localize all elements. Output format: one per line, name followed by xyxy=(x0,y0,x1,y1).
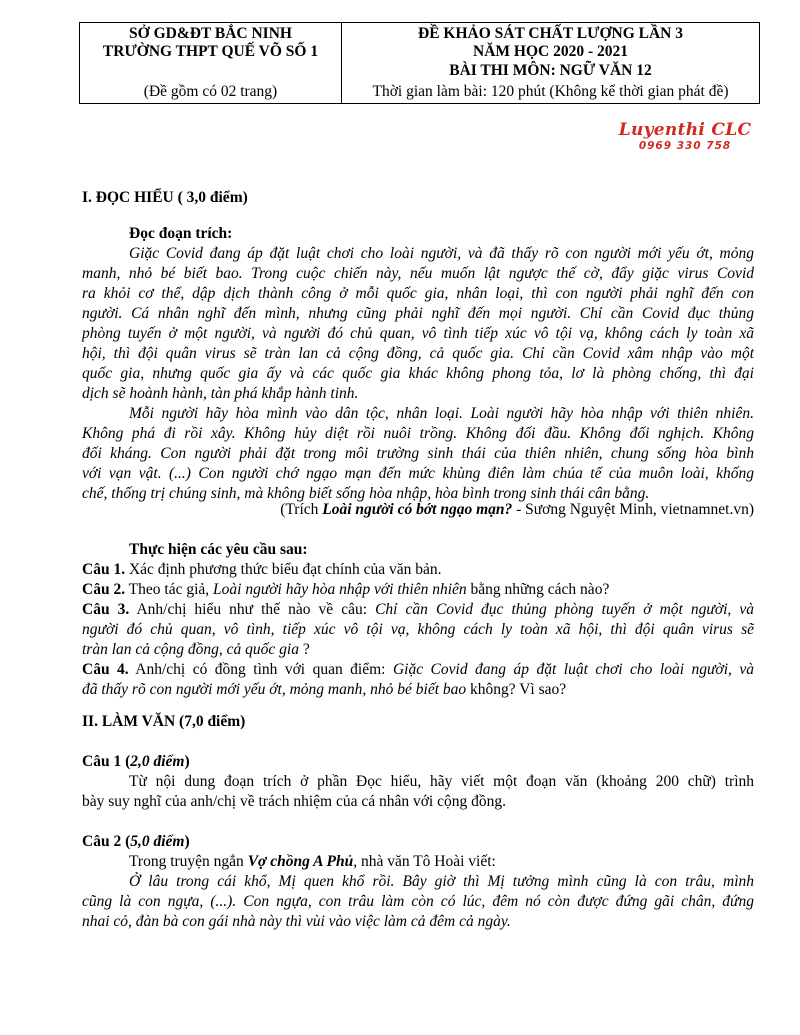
question-4-text: Anh/chị có đồng tình với quan điểm: xyxy=(128,661,393,678)
excerpt-p1-line: manh, nhỏ bé biết bao. Trong cuộc chiến này, nếu muốn lật ngược thế cờ, đẩy giặc virus Covid xyxy=(82,265,754,282)
luyenthi-logo xyxy=(605,120,765,152)
essay-1-line: bày suy nghĩ của anh/chị về trách nhiệm của cá nhân với cộng đồng. xyxy=(82,793,506,810)
tasks-heading: Thực hiện các yêu cầu sau: xyxy=(129,541,308,558)
excerpt-p1-line: phòng tuyến ở một người, và người đó chủ quan, vô tình tiếp xúc vô tội vạ, không cách ly toàn xã xyxy=(82,325,754,342)
school-year: NĂM HỌC 2020 - 2021 xyxy=(473,43,628,60)
question-3-label: Câu 3. xyxy=(82,601,130,618)
excerpt-p2-line: đối kháng. Con người phải đặt trong môi trường sinh thái của thiên nhiên, chung sống hòa bình xyxy=(82,445,754,462)
question-4-line-2 xyxy=(82,680,754,700)
citation-suffix: - Sương Nguyệt Minh, vietnamnet.vn) xyxy=(512,501,754,518)
exam-duration: Thời gian làm bài: 120 phút (Không kể thời gian phát đề) xyxy=(372,83,729,100)
citation-title: Loài người có bớt ngạo mạn? xyxy=(322,501,513,518)
page-count-note: (Đề gồm có 02 trang) xyxy=(143,83,278,100)
essay-question-1-heading xyxy=(82,752,754,772)
excerpt-citation xyxy=(82,500,754,520)
question-2-text-end: bằng những cách nào? xyxy=(466,581,610,598)
question-3-quote-end: tràn lan cả cộng đồng, cả quốc gia xyxy=(82,641,299,658)
question-2-label: Câu 2. xyxy=(82,581,126,598)
question-3-line-2: người đó chủ quan, vô tình, tiếp xúc vô tội vạ, không cách ly toàn xã hội, thì đội quân virus sẽ xyxy=(82,621,754,638)
logo-phone-number: 0969 330 758 xyxy=(638,140,732,152)
exam-header-table xyxy=(79,22,760,104)
school-info-cell xyxy=(80,23,342,103)
story-title: Vợ chồng A Phủ xyxy=(247,853,354,870)
question-4-line-1 xyxy=(82,660,754,680)
excerpt-p1-line: dịch sẽ hoành hành, tàn phá khắp hành tinh. xyxy=(82,385,359,402)
exam-info-cell xyxy=(342,23,759,103)
excerpt-p2-line: Mỗi người hãy hòa mình vào dân tộc, nhân loại. Loài người hãy hòa nhập với thiên nhiên. xyxy=(129,405,754,422)
question-3-line-3 xyxy=(82,640,754,660)
essay-2-points: 5,0 điểm xyxy=(130,833,185,850)
school-name: TRƯỜNG THPT QUẾ VÕ SỐ 1 xyxy=(102,43,319,60)
essay-2-intro-end: , nhà văn Tô Hoài viết: xyxy=(353,853,496,870)
question-3-text: Anh/chị hiểu như thế nào về câu: xyxy=(129,601,376,618)
excerpt-p2-line: với vạn vật. (...) Con người chớ ngạo mạn đến mức khùng điên làm chúa tể của muôn loài, khống xyxy=(82,465,754,482)
question-3-mark: ? xyxy=(298,641,310,658)
essay-1-line: Từ nội dung đoạn trích ở phần Đọc hiểu, hãy viết một đoạn văn (khoảng 200 chữ) trình xyxy=(129,773,754,790)
excerpt-heading: Đọc đoạn trích: xyxy=(129,225,233,242)
essay-1-points: 2,0 điểm xyxy=(130,753,185,770)
excerpt-p2-line: chế, thống trị chúng sinh, mà không biết sống hòa nhập, hòa bình trong sinh thái cân bằng. xyxy=(82,485,650,502)
question-3-line-1 xyxy=(82,600,754,620)
essay-2-close: ) xyxy=(184,833,190,850)
question-1-label: Câu 1. xyxy=(82,561,126,578)
essay-1-label: Câu 1 ( xyxy=(82,753,131,770)
question-1-text: Xác định phương thức biểu đạt chính của văn bản. xyxy=(125,561,442,578)
question-4-text-end: không? Vì sao? xyxy=(466,681,567,698)
excerpt-p1-line: quốc gia, nhưng quốc gia ấy và các quốc gia khác không phong tỏa, lơ là phòng chống, thì đại xyxy=(82,365,754,382)
exam-subject: BÀI THI MÔN: NGỮ VĂN 12 xyxy=(449,62,652,79)
question-4-label: Câu 4. xyxy=(82,661,129,678)
department-name: SỞ GD&ĐT BẮC NINH xyxy=(129,25,292,42)
question-2-quote: Loài người hãy hòa nhập với thiên nhiên xyxy=(213,581,467,598)
excerpt-p1-line: ra khỏi cơ thể, dập dịch thành công ở mỗi quốc gia, nhân loại, thì con người phải nghĩ đến con xyxy=(82,285,754,302)
logo-brand-text: Luyenthi CLC xyxy=(618,120,752,140)
essay-question-2-heading xyxy=(82,832,754,852)
question-4-quote-end: đã thấy rõ con người mới yếu ớt, mỏng manh, nhỏ bé biết bao xyxy=(82,681,467,698)
question-2-text: Theo tác giả, xyxy=(125,581,214,598)
essay-2-quote-line: nhai cỏ, đàn bà con gái nhà này thì vùi vào việc làm cả đêm cả ngày. xyxy=(82,913,511,930)
question-4-quote: Giặc Covid đang áp đặt luật chơi cho loài người, và xyxy=(392,661,754,678)
excerpt-p1-line: Giặc Covid đang áp đặt luật chơi cho loài người, và đã thấy rõ con người mới yếu ớt, mỏng xyxy=(129,245,754,262)
essay-1-close: ) xyxy=(184,753,190,770)
essay-2-intro-text: Trong truyện ngắn xyxy=(129,853,248,870)
excerpt-p1-line: hội, thì đội quân virus sẽ tràn lan cả cộng đồng, cả quốc gia. Chỉ cần Covid xâm nhập vào một xyxy=(82,345,754,362)
question-2 xyxy=(82,580,754,600)
section-2-title: II. LÀM VĂN (7,0 điểm) xyxy=(82,713,246,730)
excerpt-p1-line: người. Cá nhân nghĩ đến mình, nhưng cũng phải nghĩ đến mọi người. Chỉ cần Covid đục thủng xyxy=(82,305,754,322)
essay-2-quote-line: cũng là con ngựa, (...). Con ngựa, con trâu làm còn có lúc, đêm nó còn được đứng gãi chân, đứng xyxy=(82,893,754,910)
essay-2-quote-line: Ở lâu trong cái khổ, Mị quen khổ rồi. Bây giờ thì Mị tưởng mình cũng là con trâu, mình xyxy=(129,873,754,890)
question-3-quote: Chỉ cần Covid đục thủng phòng tuyến ở một người, và xyxy=(375,601,754,618)
question-1 xyxy=(82,560,754,580)
exam-title: ĐỀ KHẢO SÁT CHẤT LƯỢNG LẦN 3 xyxy=(418,25,683,42)
essay-2-intro xyxy=(82,852,754,872)
citation-prefix: (Trích xyxy=(280,501,323,518)
essay-2-label: Câu 2 ( xyxy=(82,833,131,850)
section-1-title: I. ĐỌC HIỂU ( 3,0 điểm) xyxy=(82,189,248,206)
excerpt-p2-line: Không phá đi rồi xây. Không hủy diệt rồi nuôi trồng. Không đối đầu. Không đối nghịch. Không xyxy=(82,425,754,442)
